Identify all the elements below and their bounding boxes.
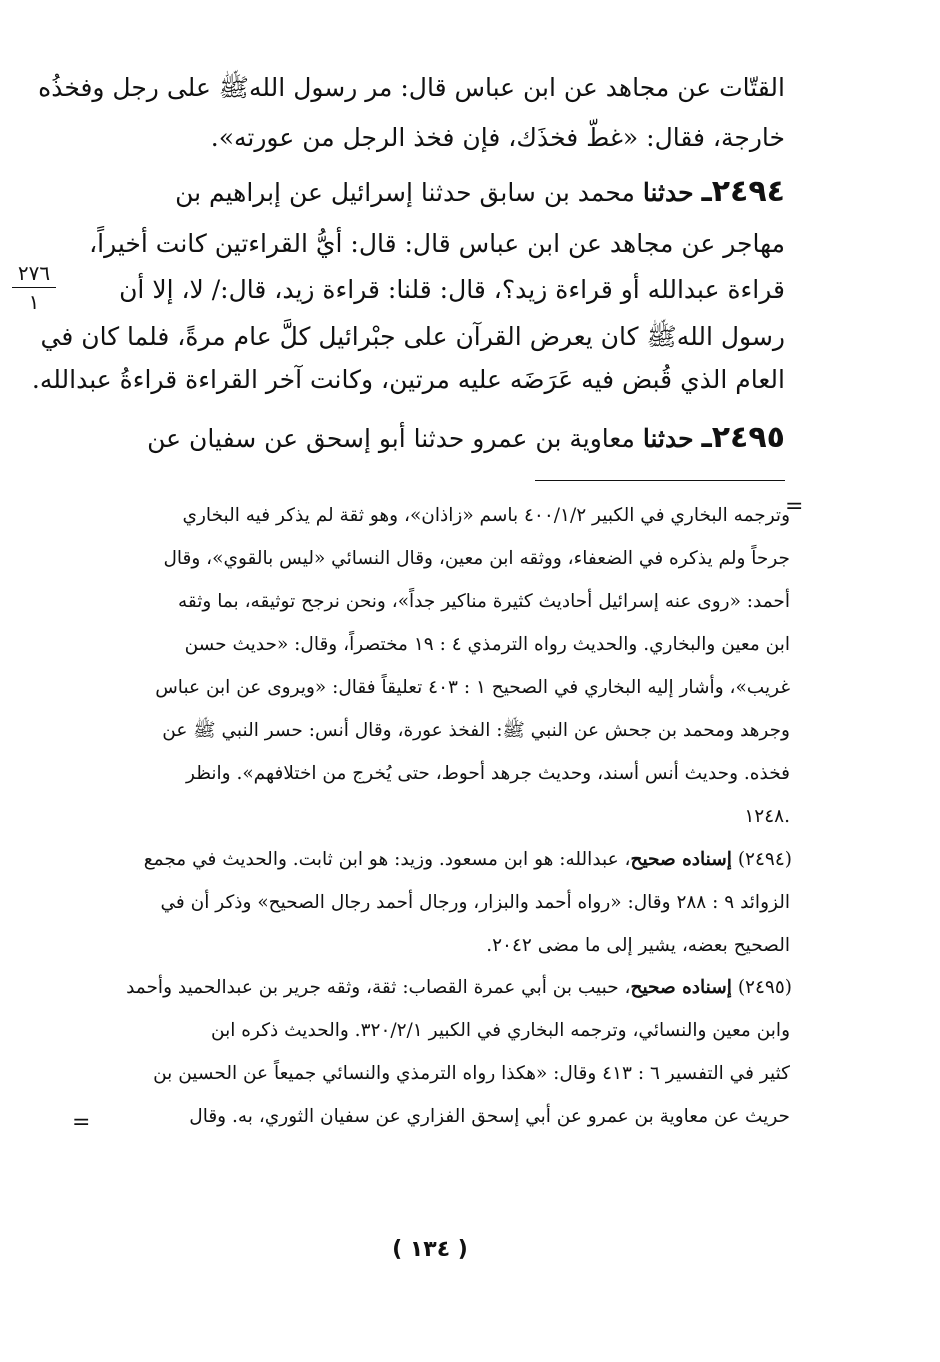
footnote-separator: [535, 480, 785, 481]
margin-ref-divider: [12, 287, 56, 288]
footnote-line: ابن معين والبخاري. والحديث رواه الترمذي ٤ : ١٩ مختصراً، وقال: «حديث حسن: [184, 634, 790, 655]
hadith-text: معاوية بن عمرو حدثنا أبو إسحق عن سفيان عن: [147, 424, 635, 453]
footnote-line: ١٢٤٨.: [744, 806, 790, 827]
main-text-line-1: القتّات عن مجاهد عن ابن عباس قال: مر رسول اللهﷺ على رجل وفخذُه: [38, 73, 785, 102]
footnote-2494-line-1: [112, 842, 792, 878]
margin-ref-page: ٢٧٦: [17, 261, 51, 285]
hadith-2494-line-1: [80, 170, 785, 215]
hadith-number-2495: ٢٤٩٥: [711, 420, 785, 455]
hadith-2494-line-4: رسول اللهﷺ كان يعرض القرآن على جبْرائيل كلَّ عام مرةً، فلما كان في: [40, 322, 785, 351]
footnote-line: جرحاً ولم يذكره في الضعفاء، ووثقه ابن معين، وقال النسائي «ليس بالقوي»، وقال: [163, 548, 790, 569]
footnote-2495-line-1: [112, 970, 792, 1006]
footnote-grading: إسناده صحيح: [630, 849, 732, 870]
continuation-mark: =: [785, 494, 804, 519]
hadith-2494-line-5: العام الذي قُبض فيه عَرَضَه عليه مرتين، وكانت آخر القراءة قراءةُ عبدالله.: [31, 365, 785, 394]
footnote-2495-line-2: وابن معين والنسائي، وترجمه البخاري في الكبير ٣٢٠/٢/١. والحديث ذكره ابن: [211, 1020, 790, 1041]
footnote-line: غريب»، وأشار إليه البخاري في الصحيح ١ : ٤٠٣ تعليقاً فقال: «ويروى عن ابن عباس: [155, 677, 790, 698]
footnote-2495-line-4: حريث عن معاوية بن عمرو عن أبي إسحق الفزاري عن سفيان الثوري، به. وقال: [189, 1106, 790, 1127]
margin-ref-part: ١: [28, 290, 40, 314]
margin-page-reference: [6, 262, 62, 313]
hadith-2495-line-1: [80, 416, 785, 461]
main-text-line-2: خارجة، فقال: «غطّ فخذَك، فإن فخذ الرجل من عورته».: [210, 123, 785, 152]
page-number: ( ١٣٤ ): [392, 1237, 468, 1262]
footnote-grading: إسناده صحيح: [630, 977, 732, 998]
hadith-2494-line-2: مهاجر عن مجاهد عن ابن عباس قال: قال: أيُّ القراءتين كانت أخيراً،: [89, 229, 785, 258]
footnote-line: وجرهد ومحمد بن جحش عن النبي ﷺ: الفخذ عورة، وقال أنس: حسر النبي ﷺ عن: [162, 720, 790, 741]
footnote-2494-line-2: الزوائد ٩ : ٢٨٨ وقال: «رواه أحمد والبزار، ورجال أحمد رجال الصحيح» وذكر أن في: [160, 892, 790, 913]
footnote-text: ، حبيب بن أبي عمرة القصاب: ثقة، وثقه جرير بن عبدالحميد وأحمد: [126, 977, 631, 998]
footnote-2495-line-3: كثير في التفسير ٦ : ٤١٣ وقال: «هكذا رواه الترمذي والنسائي جميعاً عن الحسين بن: [153, 1063, 790, 1084]
footnote-line: أحمد: «روى عنه إسرائيل أحاديث كثيرة مناكير جداً»، ونحن نرجح توثيقه، بما وثقه: [177, 591, 790, 612]
footnote-number: (٢٤٩٥): [737, 977, 792, 998]
hadith-dash: ـ: [701, 420, 712, 455]
hadith-number-2494: ٢٤٩٤: [711, 174, 785, 209]
footnote-line: فخذه. وحديث أنس أسند، وحديث جرهد أحوط، حتى يُخرج من اختلافهم». وانظر: [185, 763, 790, 784]
footnote-line: وترجمه البخاري في الكبير ٤٠٠/١/٢ باسم «زاذان»، وهو ثقة لم يذكر فيه البخاري: [182, 505, 790, 526]
hadith-lead-word: حدثنا: [642, 424, 694, 453]
hadith-2494-line-3: قراءة عبدالله أو قراءة زيد؟، قال: قلنا: قراءة زيد، قال:/ لا، إلا أن: [119, 275, 785, 304]
continuation-mark-end: =: [72, 1110, 91, 1135]
hadith-dash: ـ: [701, 174, 712, 209]
hadith-text: محمد بن سابق حدثنا إسرائيل عن إبراهيم بن: [175, 178, 635, 207]
footnote-number: (٢٤٩٤): [737, 849, 792, 870]
footnote-text: ، عبدالله: هو ابن مسعود. وزيد: هو ابن ثابت. والحديث في مجمع: [143, 849, 631, 870]
hadith-lead-word: حدثنا: [642, 178, 694, 207]
footnote-2494-line-3: الصحيح بعضه، يشير إلى ما مضى ٢٠٤٢.: [486, 935, 790, 956]
